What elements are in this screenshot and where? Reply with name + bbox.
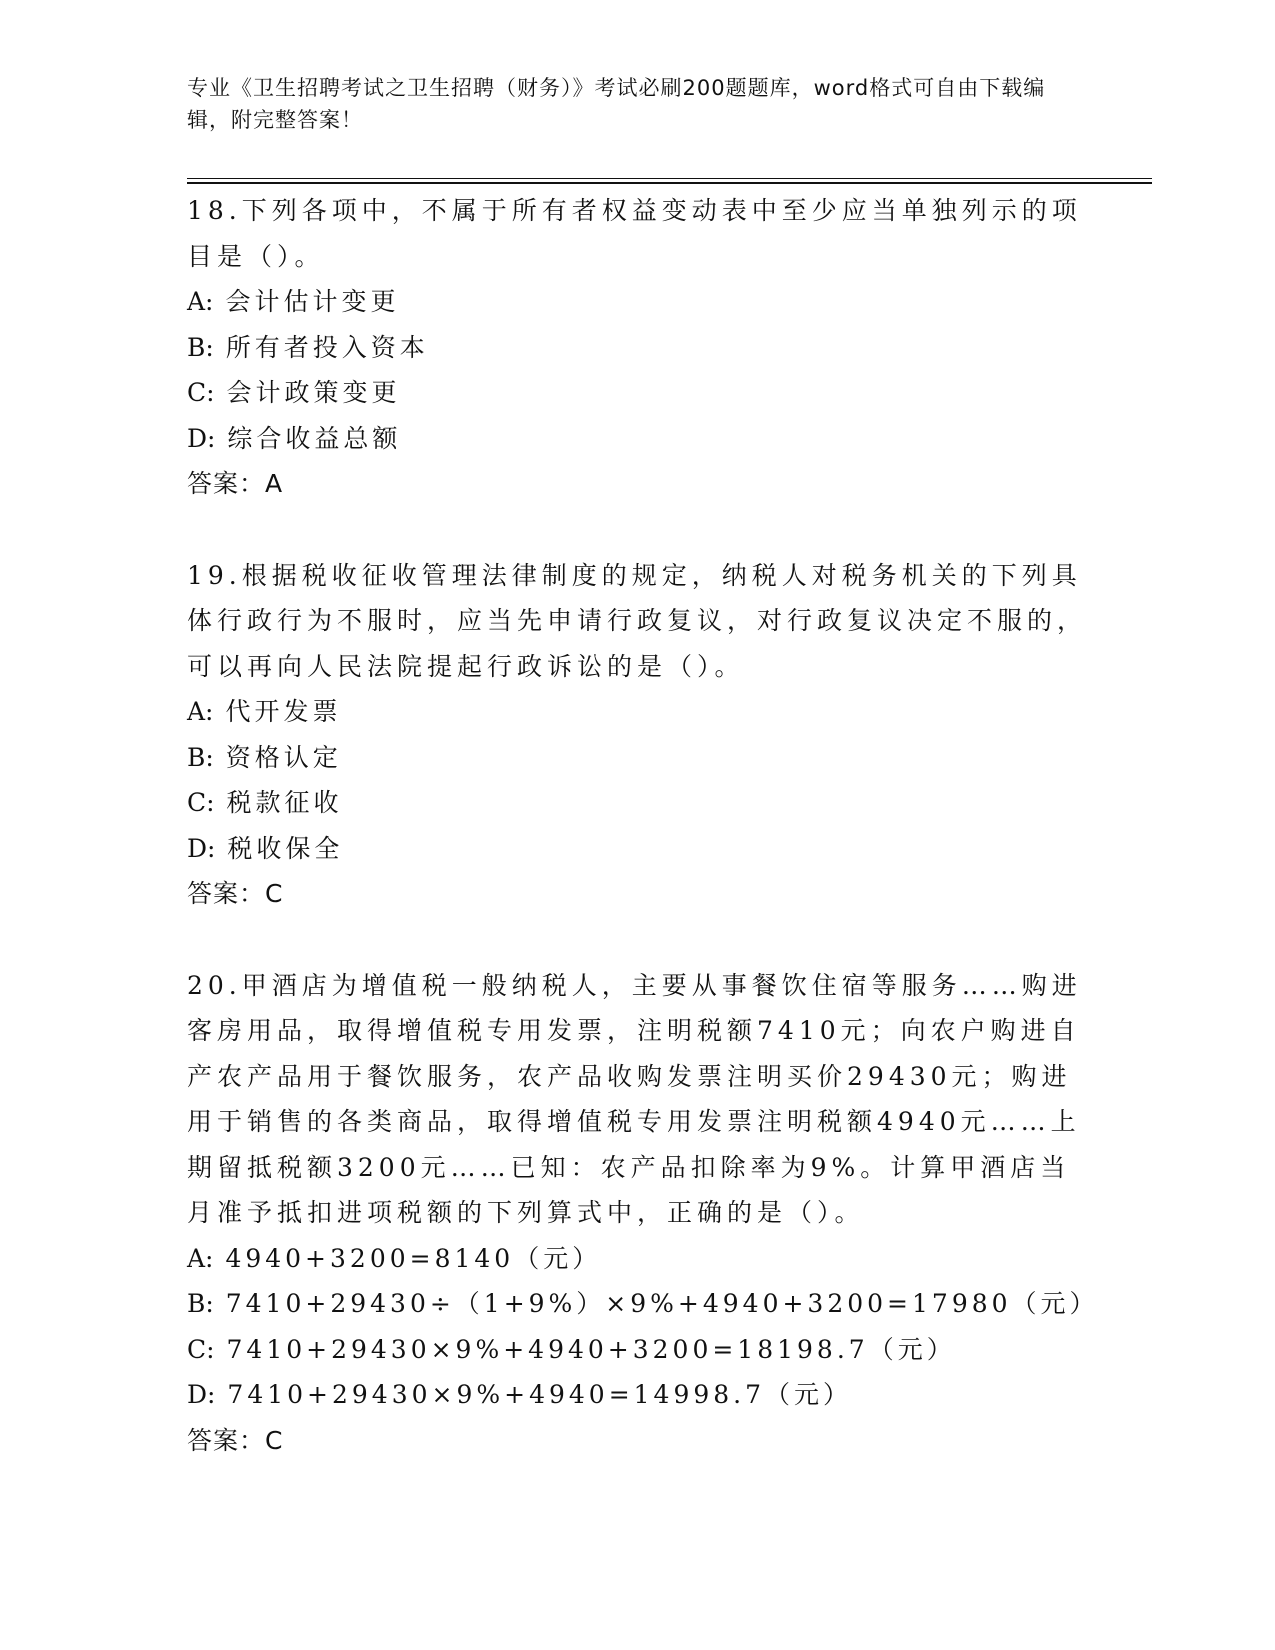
- option-text: 7410+29430÷（1+9%）×9%+4940+3200=17980（元）: [225, 1289, 1099, 1318]
- option-text: 所有者投入资本: [225, 332, 429, 362]
- question-text: 19.根据税收征收管理法律制度的规定，纳税人对税务机关的下列具体行政行为不服时，应当先申请行政复议，对行政复议决定不服的，可以再向人民法院提起行政诉讼的是（）。: [187, 560, 1088, 681]
- option-label: D:: [187, 1380, 216, 1409]
- option-b: [187, 325, 1087, 371]
- option-label: B:: [187, 1289, 214, 1318]
- option-b: [187, 735, 1087, 781]
- option-a: [187, 1236, 1087, 1282]
- option-text: 会计政策变更: [226, 378, 401, 407]
- spacer: [187, 507, 1087, 553]
- option-text: 7410+29430×9%+4940+3200=18198.7（元）: [226, 1334, 956, 1364]
- question-20: [187, 963, 1099, 1464]
- option-a: [187, 689, 1087, 735]
- option-d: [187, 1372, 1087, 1418]
- question-list: [187, 188, 1099, 1463]
- option-b: [187, 1281, 1099, 1327]
- option-c: [187, 370, 1087, 416]
- option-label: A:: [187, 287, 214, 316]
- option-c: [187, 780, 1087, 826]
- answer: 答案：C: [187, 1425, 284, 1455]
- option-text: 税收保全: [227, 833, 344, 863]
- option-a: [187, 279, 1087, 325]
- answer: 答案：C: [187, 879, 284, 908]
- header-rule-thin: [187, 178, 1152, 179]
- option-text: 会计估计变更: [225, 287, 400, 316]
- option-label: A:: [187, 697, 214, 726]
- option-label: B:: [187, 332, 214, 362]
- option-text: 7410+29430×9%+4940=14998.7（元）: [227, 1380, 853, 1409]
- option-label: C:: [187, 788, 215, 817]
- option-text: 综合收益总额: [227, 423, 402, 453]
- option-label: D:: [187, 833, 216, 863]
- option-c: [187, 1327, 1087, 1373]
- question-18: [187, 188, 1087, 507]
- question-text: 18.下列各项中，不属于所有者权益变动表中至少应当单独列示的项目是（）。: [187, 196, 1082, 271]
- answer: 答案：A: [187, 469, 284, 498]
- option-label: B:: [187, 742, 214, 772]
- question-19: [187, 553, 1087, 917]
- question-text: 20.甲酒店为增值税一般纳税人，主要从事餐饮住宿等服务……购进客房用品，取得增值税专用发票，注明税额7410元；向农户购进自产农产品用于餐饮服务，农产品收购发票注明买价29430元；购进用于销售的各类商品，取得增值税专用发票注明税额4940元……上期留抵税额3200元……已知：农产品扣除率为9%。计算甲酒店当月准予抵扣进项税额的下列算式中，正确的是（）。: [187, 970, 1082, 1227]
- option-text: 4940+3200=8140（元）: [225, 1243, 602, 1273]
- option-label: D:: [187, 423, 216, 453]
- option-label: C:: [187, 1334, 215, 1364]
- document-header: 专业《卫生招聘考试之卫生招聘（财务）》考试必刷200题题库，word格式可自由下载编辑，附完整答案！: [187, 76, 1046, 132]
- option-text: 税款征收: [226, 788, 343, 817]
- option-text: 代开发票: [225, 697, 342, 726]
- option-d: [187, 826, 1087, 872]
- option-label: C:: [187, 378, 215, 407]
- header-rule-thick: [187, 182, 1152, 184]
- option-d: [187, 416, 1087, 462]
- option-text: 资格认定: [225, 742, 342, 772]
- spacer: [187, 917, 1087, 963]
- option-label: A:: [187, 1243, 214, 1273]
